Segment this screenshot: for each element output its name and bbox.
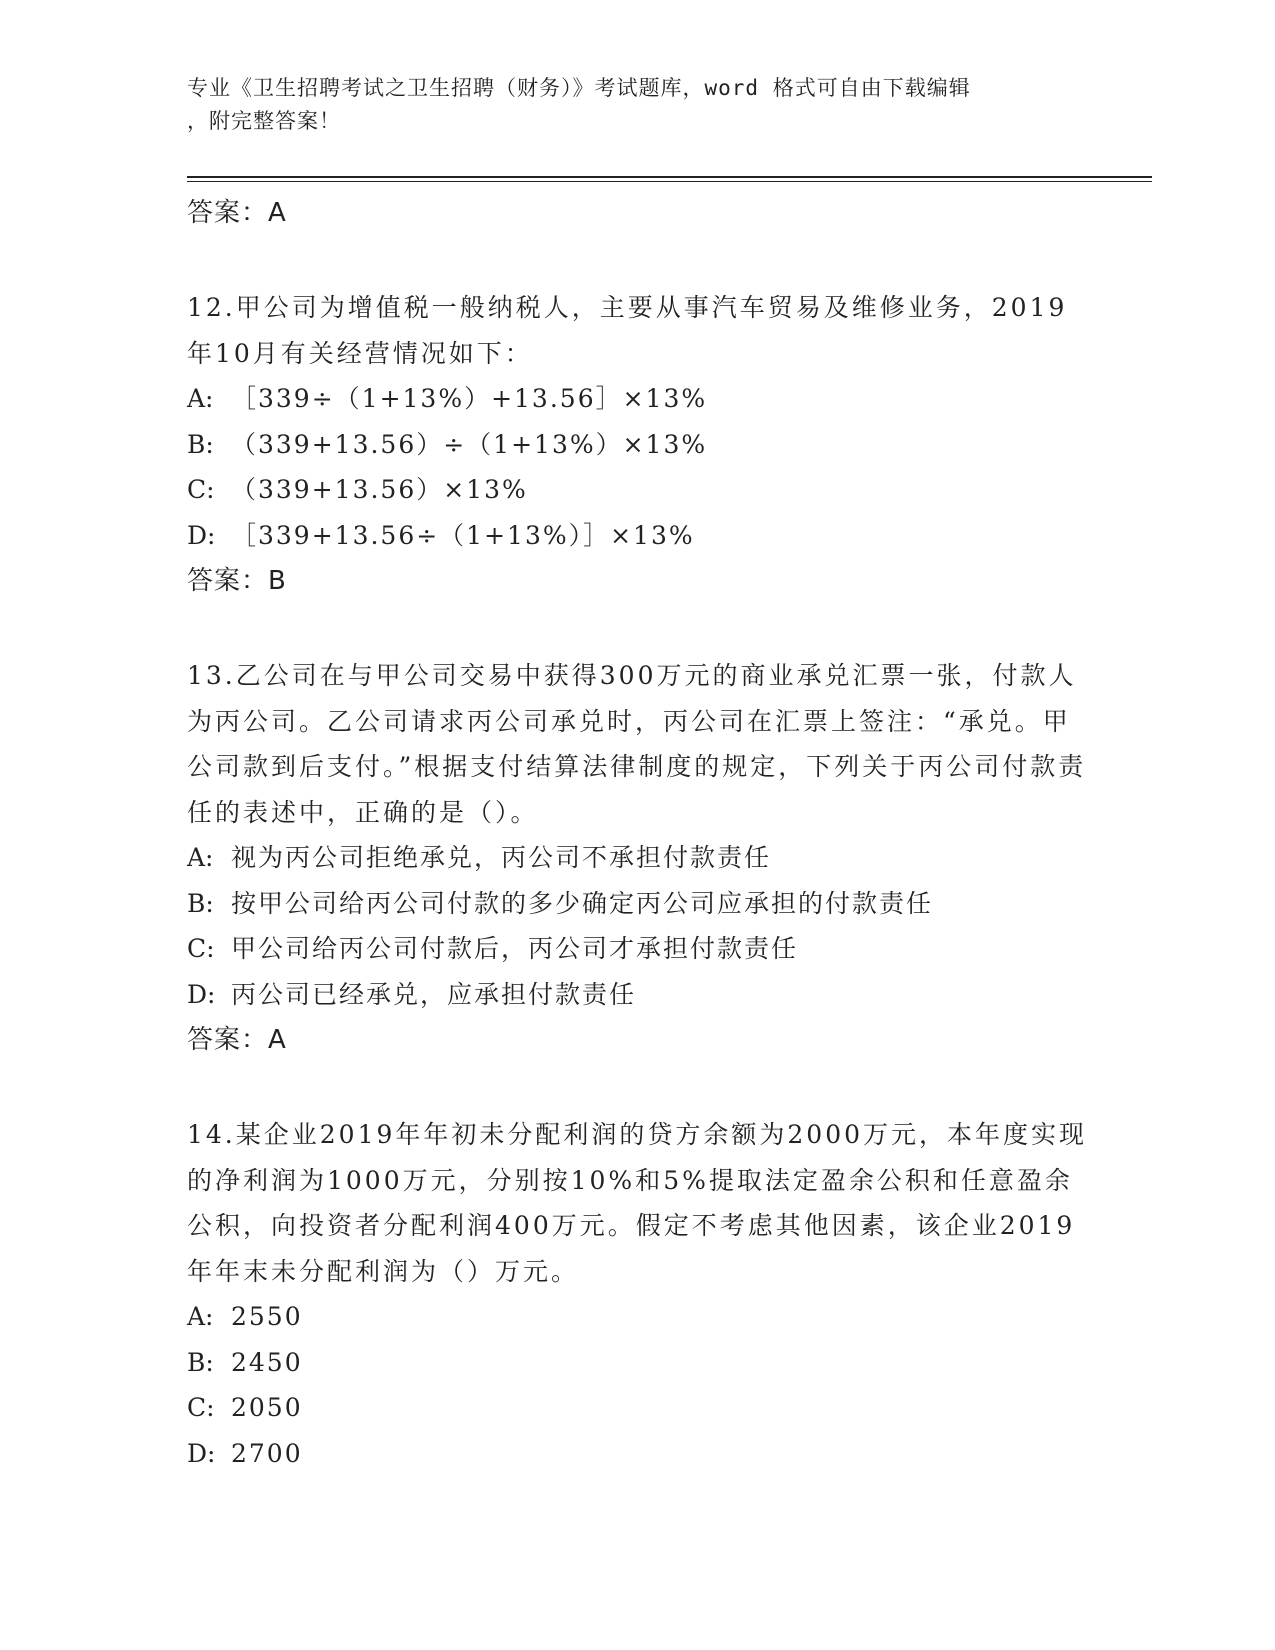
spacer	[187, 604, 1087, 653]
answer-line: 答案：B	[187, 566, 287, 596]
question-list	[187, 190, 1087, 1476]
answer-line: 答案：A	[187, 198, 287, 228]
option-a	[187, 1294, 1087, 1340]
option-letter: B:	[187, 429, 214, 459]
option-letter: D:	[187, 520, 216, 550]
option-letter: A:	[187, 384, 214, 413]
header-divider-thick	[187, 176, 1152, 178]
option-b	[187, 881, 1087, 927]
option-letter: C:	[187, 934, 215, 963]
option-letter: D:	[187, 1438, 216, 1468]
option-c	[187, 926, 1087, 972]
header-line-2: ，附完整答案！	[187, 109, 341, 133]
question-14	[187, 1112, 1087, 1476]
question-text: 12.甲公司为增值税一般纳税人，主要从事汽车贸易及维修业务，2019年10月有关经营情况如下：	[187, 293, 1068, 368]
option-letter: B:	[187, 888, 214, 918]
option-text: ［339+13.56÷（1+13%）］×13%	[231, 520, 695, 550]
question-12	[187, 285, 1087, 604]
option-letter: C:	[187, 1393, 215, 1422]
question-text: 14.某企业2019年年初未分配利润的贷方余额为2000万元，本年度实现的净利润为1000万元，分别按10%和5%提取法定盈余公积和任意盈余公积，向投资者分配利润400万元。假定不考虑其他因素，该企业2019年年末未分配利润为（）万元。	[187, 1120, 1088, 1286]
option-text: （339+13.56）÷（1+13%）×13%	[231, 429, 708, 459]
option-letter: C:	[187, 475, 215, 504]
option-letter: D:	[187, 979, 216, 1009]
option-text: 按甲公司给丙公司付款的多少确定丙公司应承担的付款责任	[231, 888, 934, 918]
option-d	[187, 513, 1087, 559]
header-line-1: 专业《卫生招聘考试之卫生招聘（财务）》考试题库，word 格式可自由下载编辑	[187, 76, 971, 100]
option-text: 丙公司已经承兑，应承担付款责任	[231, 979, 637, 1009]
option-c	[187, 467, 1087, 513]
option-text: 甲公司给丙公司付款后，丙公司才承担付款责任	[231, 934, 799, 963]
option-c	[187, 1385, 1087, 1431]
option-d	[187, 972, 1087, 1018]
document-header	[187, 72, 1067, 138]
option-letter: A:	[187, 843, 214, 872]
spacer	[187, 236, 1087, 285]
option-text: ［339÷（1+13%）+13.56］×13%	[231, 384, 708, 413]
option-text: 2550	[231, 1302, 303, 1331]
option-a	[187, 835, 1087, 881]
answer-line: 答案：A	[187, 1025, 287, 1055]
option-text: 视为丙公司拒绝承兑，丙公司不承担付款责任	[231, 843, 772, 872]
option-b	[187, 1340, 1087, 1386]
question-13	[187, 653, 1087, 1063]
spacer	[187, 1063, 1087, 1112]
option-a	[187, 376, 1087, 422]
header-divider-thin	[187, 181, 1152, 182]
option-d	[187, 1431, 1087, 1477]
option-b	[187, 422, 1087, 468]
option-text: 2050	[231, 1393, 303, 1422]
question-text: 13.乙公司在与甲公司交易中获得300万元的商业承兑汇票一张，付款人为丙公司。乙公司请求丙公司承兑时，丙公司在汇票上签注：“承兑。甲公司款到后支付。”根据支付结算法律制度的规定，下列关于丙公司付款责任的表述中，正确的是（）。	[187, 661, 1087, 827]
option-letter: B:	[187, 1347, 214, 1377]
option-text: （339+13.56）×13%	[231, 475, 528, 504]
option-text: 2700	[231, 1438, 303, 1468]
option-text: 2450	[231, 1347, 303, 1377]
option-letter: A:	[187, 1302, 214, 1331]
